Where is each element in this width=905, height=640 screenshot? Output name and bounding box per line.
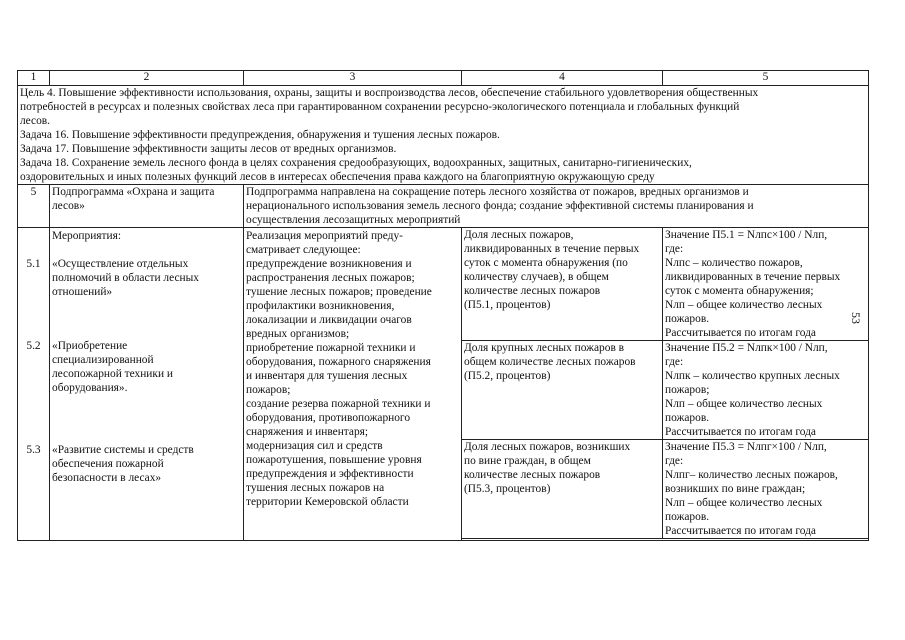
header-cell-3: 3	[244, 71, 462, 86]
indicator-row	[462, 228, 869, 341]
indicator-row	[462, 341, 869, 440]
measure-line: обеспечения пожарной	[52, 458, 164, 470]
subprogram-description-line: нерационального использования земель лесного фонда; создание эффективной системы планирования и	[246, 200, 754, 212]
indicator-name-line: количеству случаев), в общем	[464, 271, 609, 283]
implementation-line: распространения лесных пожаров;	[246, 272, 415, 284]
measure-line: «Осуществление отдельных	[52, 258, 189, 270]
formula-line: возникших по вине граждан;	[665, 483, 806, 495]
indicator-formula	[663, 228, 869, 341]
subprogram-row	[18, 185, 869, 228]
header-cell-2: 2	[50, 71, 244, 86]
implementation-line: создание резерва пожарной техники и	[246, 398, 431, 410]
header-row	[18, 71, 869, 86]
measure-line: специализированной	[52, 354, 154, 366]
measure-line: «Развитие системы и средств	[52, 444, 194, 456]
goal-line: потребностей в ресурсах и полезных свойствах леса при гарантированном сохранении ресурсно-экологического потенциала и глобальных функций	[20, 101, 740, 113]
implementation-line: приобретение пожарной техники и	[246, 342, 416, 354]
measure-item	[52, 257, 241, 299]
task-line: Задача 18. Сохранение земель лесного фонда в целях сохранения средообразующих, водоохранных, защитных, санитарно-гигиенических,	[20, 157, 692, 169]
measure-line: полномочий в области лесных	[52, 272, 199, 284]
indicator-name-line: Доля крупных лесных пожаров в	[464, 342, 625, 354]
formula-line: Значение П5.3 = Nлпг×100 / Nлп,	[665, 441, 827, 453]
header-cell-5: 5	[663, 71, 869, 86]
indicator-row	[462, 440, 869, 539]
implementation-line: профилактики возникновения,	[246, 300, 395, 312]
formula-line: пожаров;	[665, 384, 710, 396]
formula-line: Nлпк – количество крупных лесных	[665, 370, 840, 382]
indicator-name-line: количестве лесных пожаров	[464, 285, 601, 297]
formula-line: Nлпс – количество пожаров,	[665, 257, 803, 269]
indicator-name-line: (П5.3, процентов)	[464, 483, 551, 495]
subprogram-description-line: осуществления лесозащитных мероприятий	[246, 214, 461, 226]
measures-label: Мероприятия:	[52, 230, 122, 242]
task-line: оздоровительных и иных полезных функций лесов в интересах обеспечения права каждого на благоприятную окружающую среду	[20, 171, 655, 183]
indicator-name-line: количестве лесных пожаров	[464, 469, 601, 481]
indicator-formula	[663, 440, 869, 539]
implementation-line: вредных организмов;	[246, 328, 350, 340]
formula-line: пожаров.	[665, 313, 710, 325]
formula-line: где:	[665, 455, 684, 467]
indicator-name-line: Доля лесных пожаров,	[464, 229, 574, 241]
measure-line: безопасности в лесах»	[52, 472, 162, 484]
header-cell-1: 1	[18, 71, 50, 86]
goal-line: Цель 4. Повышение эффективности использования, охраны, защиты и воспроизводства лесов, обеспечение стабильного удовлетворения общественных	[20, 87, 759, 99]
implementation-line: модернизация сил и средств	[246, 440, 383, 452]
implementation-line: тушения лесных пожаров на	[246, 482, 385, 494]
implementation-line: оборудования, пожарного снаряжения	[246, 356, 431, 368]
program-table	[17, 70, 869, 541]
formula-line: где:	[665, 243, 684, 255]
header-cell-4: 4	[462, 71, 663, 86]
measure-line: оборудования».	[52, 382, 128, 394]
implementation-line: предупреждения и эффективности	[246, 468, 414, 480]
implementation-line: локализации и ликвидации очагов	[246, 314, 412, 326]
subprogram-name-line: лесов»	[52, 200, 85, 212]
implementation-line: и инвентаря для тушения лесных	[246, 370, 408, 382]
indicator-formula	[663, 341, 869, 440]
formula-line: Nлп – общее количество лесных	[665, 497, 823, 509]
implementation-line: сматривает следующее:	[246, 244, 361, 256]
indicator-name-line: общем количестве лесных пожаров	[464, 356, 636, 368]
goal-row	[18, 86, 869, 185]
indicators-cell	[462, 228, 869, 541]
subprogram-name	[50, 185, 244, 228]
indicator-name	[462, 228, 663, 341]
measure-names-cell	[50, 228, 244, 541]
indicator-name-line: (П5.2, процентов)	[464, 370, 551, 382]
measure-number: 5.2	[26, 340, 41, 352]
subprogram-name-line: Подпрограмма «Охрана и защита	[52, 186, 215, 198]
formula-line: Nлп – общее количество лесных	[665, 398, 823, 410]
implementation-line: оборудования, противопожарного	[246, 412, 411, 424]
implementation-line: пожаротушения, повышение уровня	[246, 454, 422, 466]
formula-line: пожаров.	[665, 511, 710, 523]
implementation-cell	[244, 228, 462, 541]
implementation-line: территории Кемеровской области	[246, 496, 409, 508]
measures-row	[18, 228, 869, 541]
formula-line: суток с момента обнаружения;	[665, 285, 814, 297]
page-number: 53	[849, 312, 863, 324]
formula-line: ликвидированных в течение первых	[665, 271, 841, 283]
subprogram-description	[244, 185, 869, 228]
formula-line: Nлпг– количество лесных пожаров,	[665, 469, 838, 481]
indicator-name-line: ликвидированных в течение первых	[464, 243, 640, 255]
indicator-name-line: Доля лесных пожаров, возникших	[464, 441, 631, 453]
indicator-name-line: суток с момента обнаружения (по	[464, 257, 628, 269]
indicator-name	[462, 440, 663, 539]
measure-number: 5.3	[26, 444, 41, 456]
formula-line: Значение П5.1 = Nлпс×100 / Nлп,	[665, 229, 828, 241]
formula-line: где:	[665, 356, 684, 368]
task-line: Задача 17. Повышение эффективности защиты лесов от вредных организмов.	[20, 143, 397, 155]
implementation-line: снаряжения и инвентаря;	[246, 426, 369, 438]
subprogram-description-line: Подпрограмма направлена на сокращение потерь лесного хозяйства от пожаров, вредных организмов и	[246, 186, 749, 198]
measure-item	[52, 339, 241, 395]
implementation-line: тушение лесных пожаров; проведение	[246, 286, 432, 298]
measure-line: лесопожарной техники и	[52, 368, 173, 380]
task-line: Задача 16. Повышение эффективности предупреждения, обнаружения и тушения лесных пожаров.	[20, 129, 500, 141]
measure-number: 5.1	[26, 258, 41, 270]
indicator-name-line: (П5.1, процентов)	[464, 299, 551, 311]
goal-line: лесов.	[20, 115, 51, 127]
implementation-line: предупреждение возникновения и	[246, 258, 412, 270]
formula-line: пожаров.	[665, 412, 710, 424]
indicator-name-line: по вине граждан, в общем	[464, 455, 591, 467]
implementation-line: Реализация мероприятий преду-	[246, 230, 403, 242]
formula-line: Значение П5.2 = Nлпк×100 / Nлп,	[665, 342, 828, 354]
formula-line: Рассчитывается по итогам года	[665, 426, 816, 438]
goal-cell	[18, 86, 869, 185]
measure-numbers-cell	[18, 228, 50, 541]
implementation-line: пожаров;	[246, 384, 291, 396]
measure-line: «Приобретение	[52, 340, 128, 352]
indicator-name	[462, 341, 663, 440]
measure-line: отношений»	[52, 286, 113, 298]
subprogram-number: 5	[18, 185, 50, 228]
formula-line: Рассчитывается по итогам года	[665, 327, 816, 339]
measure-item	[52, 443, 241, 485]
formula-line: Рассчитывается по итогам года	[665, 525, 816, 537]
formula-line: Nлп – общее количество лесных	[665, 299, 823, 311]
